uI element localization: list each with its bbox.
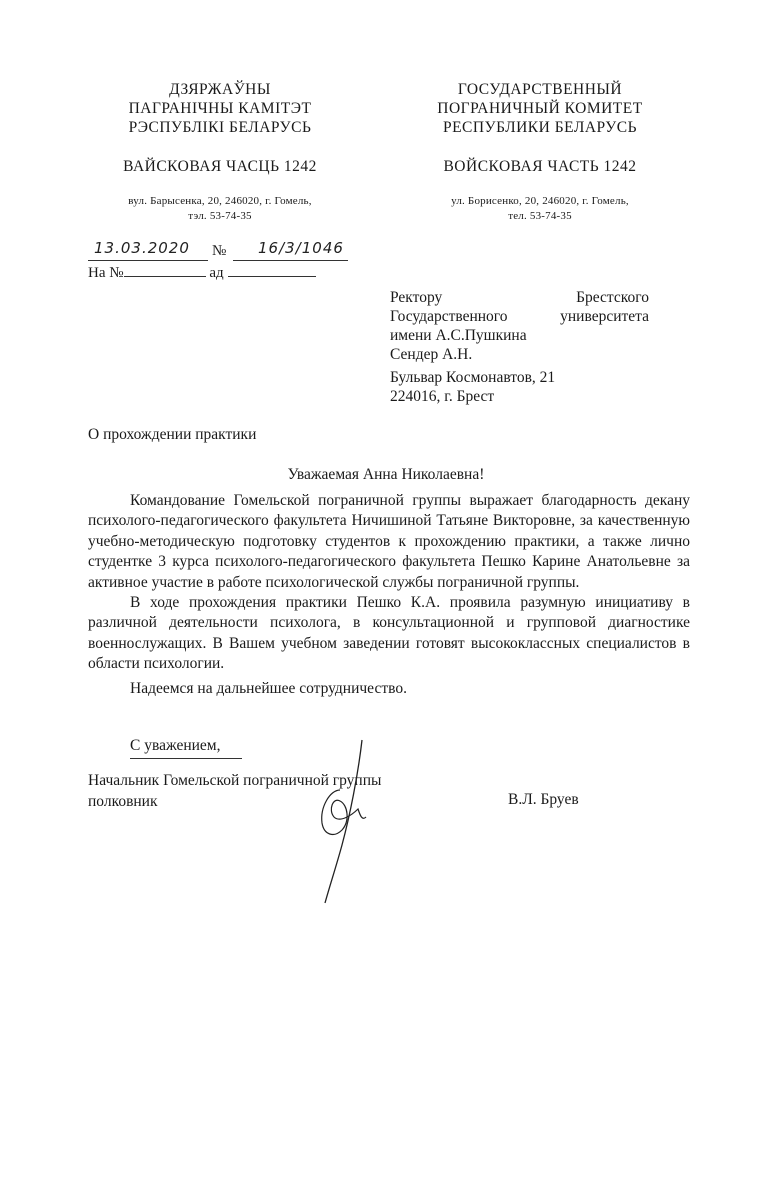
closing-underline [130, 758, 242, 759]
reference-date-blank [228, 262, 316, 277]
number-underline [233, 260, 348, 261]
addressee-name: Сендер А.Н. [390, 346, 473, 363]
date-underline [88, 260, 208, 261]
reference-number-blank [124, 262, 206, 277]
registration-number: 16/3/1046 [258, 239, 344, 257]
addressee-line [390, 307, 649, 326]
unit-name: ВАЙСКОВАЯ ЧАСЦЬ 1242 [123, 158, 317, 175]
org-line: ПОГРАНИЧНЫЙ КОМИТЕТ [437, 100, 643, 117]
org-line: ГОСУДАРСТВЕННЫЙ [457, 81, 623, 98]
street-line: Бульвар Космонавтов, 21 [390, 369, 556, 386]
signatory-name: В.Л. Бруев [508, 791, 579, 808]
org-line: ДЗЯРЖАЎНЫ [169, 81, 271, 98]
letter-subject: О прохождении практики [88, 426, 257, 443]
header-russian [405, 80, 675, 224]
org-address [405, 194, 675, 224]
letter-body [88, 491, 690, 699]
addressee-block [390, 288, 649, 364]
signatory-rank: полковник [88, 793, 158, 810]
body-paragraph: В ходе прохождения практики Пешко К.А. проявила разумную инициативу в различной деятельности психолога, в консультационной и групповой диагностике военнослужащих. В Вашем учебном заведении готовят высококлассных специалистов в области психологии. [88, 594, 690, 673]
reference-line [88, 262, 316, 282]
addressee-word: университета [560, 308, 649, 325]
body-paragraph: Надеемся на дальнейшее сотрудничество. [130, 679, 407, 697]
body-paragraph: Командование Гомельской пограничной группы выражает благодарность декану психолого-педагогического факультета Ничишиной Татьяне Викторовне, за качественную учебно-методическую подготовку студентов к прохождению практики, а также лично студентке 3 курса психолого-педагогического факультета Пешко Карине Анатольевне за активное участие в работе психологической службы пограничной группы. [88, 492, 690, 591]
phone-line: тэл. 53-74-35 [188, 210, 252, 222]
header-belarusian [95, 80, 345, 224]
reference-prefix: На № [88, 265, 124, 281]
addressee-line [390, 288, 649, 307]
reference-middle: ад [209, 265, 224, 281]
unit-name: ВОЙСКОВАЯ ЧАСТЬ 1242 [443, 158, 637, 175]
registration-date: 13.03.2020 [94, 239, 190, 257]
address-line: вул. Барысенка, 20, 246020, г. Гомель, [128, 195, 312, 207]
addressee-word: Государственного [390, 308, 508, 325]
phone-line: тел. 53-74-35 [508, 210, 572, 222]
salutation: Уважаемая Анна Николаевна! [287, 466, 485, 483]
handwritten-signature [300, 735, 390, 905]
recipient-address [390, 368, 555, 406]
closing-phrase: С уважением, [130, 737, 221, 754]
addressee-line: имени А.С.Пушкина [390, 327, 527, 344]
registration-line [88, 241, 348, 263]
org-line: ПАГРАНІЧНЫ КАМІТЭТ [128, 100, 312, 117]
addressee-word: Брестского [576, 289, 649, 306]
number-symbol: № [212, 243, 227, 259]
signatory-position: Начальник Гомельской пограничной группы [88, 772, 382, 789]
org-line: РЕСПУБЛИКИ БЕЛАРУСЬ [442, 119, 638, 136]
org-address [95, 194, 345, 224]
city-line: 224016, г. Брест [390, 388, 495, 405]
org-line: РЭСПУБЛІКІ БЕЛАРУСЬ [128, 119, 312, 136]
address-line: ул. Борисенко, 20, 246020, г. Гомель, [451, 195, 629, 207]
addressee-word: Ректору [390, 289, 443, 306]
